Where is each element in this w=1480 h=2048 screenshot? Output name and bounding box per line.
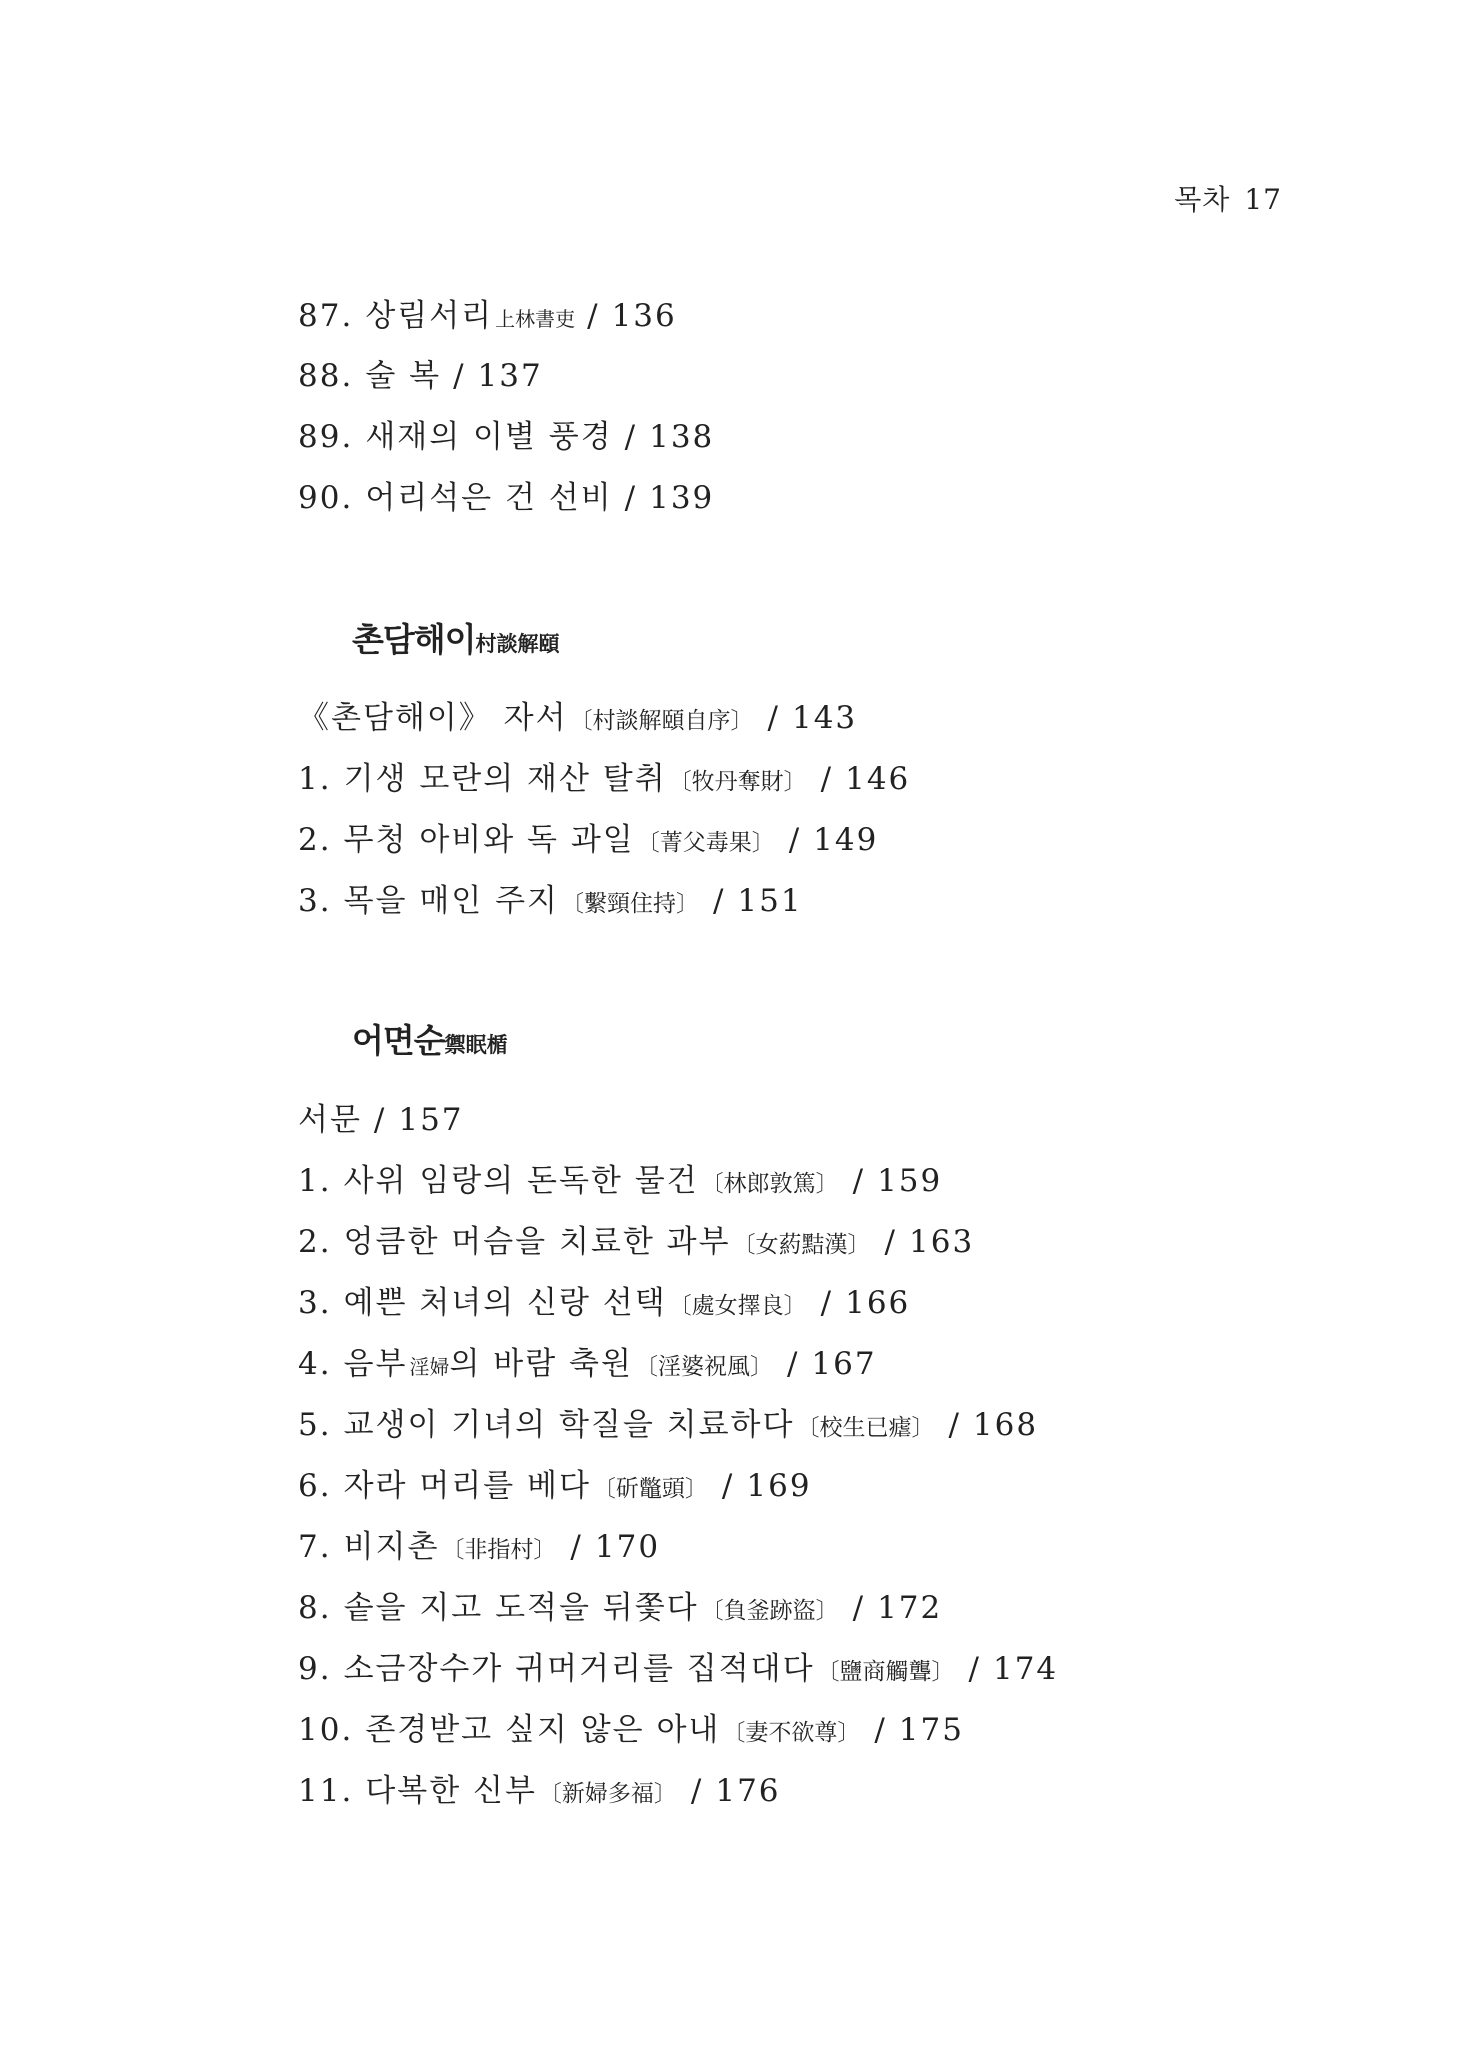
page-number: 17 [1244,183,1282,216]
separator: / [874,1712,887,1748]
entry-page: 136 [611,298,677,334]
entry-title: 비지촌 [343,1529,440,1565]
entry-hanja: 〔非指村〕 [441,1537,557,1563]
separator: / [712,883,726,919]
entry-number: 1. [298,1163,332,1199]
section-title-hanja: 村談解頤 [475,631,560,656]
separator: / [820,761,834,797]
entry-hanja: 〔處女擇良〕 [668,1293,807,1319]
entry-title: 상림서리 [365,298,494,334]
toc-entry-s3-8 [298,1588,942,1631]
entry-title: 사위 임랑의 돈독한 물건 [343,1163,699,1199]
entry-number: 90. [298,480,354,516]
entry-page: 139 [649,480,715,516]
entry-hanja: 〔斫鼈頭〕 [592,1476,708,1502]
entry-page: 146 [845,761,911,797]
entry-hanja: 〔女葯黠漢〕 [732,1232,871,1258]
entry-title: 엉큼한 머슴을 치료한 과부 [343,1224,731,1260]
toc-entry-s3-3 [298,1283,910,1326]
entry-title: 다복한 신부 [365,1773,537,1809]
entry-number: 88. [298,358,354,394]
toc-entry-s2-2 [298,820,878,863]
separator: / [767,700,780,736]
entry-page: 169 [746,1468,812,1504]
entry-page: 172 [877,1590,943,1626]
entry-number: 7. [298,1529,332,1565]
entry-number: 89. [298,419,354,455]
entry-title: 예쁜 처녀의 신랑 선택 [343,1285,667,1321]
entry-page: 168 [972,1407,1039,1443]
entry-hanja: 〔鹽商觸聾〕 [816,1659,955,1685]
toc-entry-s3-2 [298,1222,974,1265]
entry-number: 6. [298,1468,332,1504]
entry-number: 8. [298,1590,332,1626]
toc-entry-s3-9 [298,1649,1058,1692]
entry-hanja: 〔菁父毒果〕 [636,830,775,856]
entry-page: 175 [898,1712,964,1748]
entry-number: 1. [298,761,332,797]
entry-page: 176 [715,1773,781,1809]
separator: / [820,1285,834,1321]
section-title-eomyeonsun [352,1015,508,1062]
entry-hanja: 〔村談解頤自序〕 [569,708,754,734]
entry-hanja: 〔負釜跡盜〕 [700,1598,839,1624]
entry-page: 143 [791,700,858,736]
toc-entry-90 [298,478,714,518]
running-header [1174,178,1282,218]
entry-title: 서문 [298,1102,362,1138]
toc-entry-s3-6 [298,1466,812,1509]
entry-number: 2. [298,822,332,858]
separator: / [788,822,802,858]
entry-title: 교생이 기녀의 학질을 치료하다 [343,1407,795,1443]
section-title-chondamhaei [352,614,560,661]
separator: / [373,1102,387,1138]
entry-title-suffix: 의 바람 축원 [449,1346,633,1382]
separator: / [968,1651,981,1687]
toc-entry-s3-1 [298,1161,942,1204]
entry-number: 3. [298,1285,332,1321]
entry-page: 157 [398,1102,464,1138]
entry-hanja: 〔妻不欲尊〕 [722,1720,861,1746]
entry-title: 무청 아비와 독 과일 [343,822,635,858]
toc-entry-88 [298,356,543,396]
entry-title: 목을 매인 주지 [343,883,559,919]
entry-page: 151 [737,883,803,919]
separator: / [587,298,600,334]
entry-title: 어리석은 건 선비 [365,480,613,516]
entry-page: 149 [813,822,879,858]
separator: / [884,1224,897,1260]
entry-page: 137 [477,358,543,394]
entry-page: 170 [594,1529,661,1565]
header-label: 목차 [1174,183,1231,216]
separator: / [852,1590,866,1626]
section-title-hanja: 禦眠楯 [444,1032,508,1057]
entry-hanja: 上林書吏 [495,307,576,331]
toc-entry-89 [298,417,714,457]
separator: / [852,1163,866,1199]
entry-number: 5. [298,1407,332,1443]
entry-page: 167 [811,1346,877,1382]
entry-title: 존경받고 싶지 않은 아내 [365,1712,721,1748]
entry-page: 159 [877,1163,943,1199]
entry-title: 소금장수가 귀머거리를 집적대다 [343,1651,815,1687]
separator: / [786,1346,800,1382]
entry-number: 2. [298,1224,332,1260]
separator: / [721,1468,735,1504]
entry-number: 11. [298,1773,354,1809]
section-title-text: 촌담해이 [352,620,476,659]
entry-inline-hanja: 淫婦 [409,1355,450,1379]
toc-entry-87 [298,296,677,339]
toc-entry-foreword [298,1100,464,1140]
entry-hanja: 〔校生已瘧〕 [796,1415,935,1441]
toc-entry-s3-10 [298,1710,964,1753]
toc-entry-s2-1 [298,759,910,802]
entry-number: 3. [298,883,332,919]
entry-title: 음부 [343,1346,408,1382]
section-title-text: 어면순 [352,1021,445,1060]
entry-page: 166 [845,1285,911,1321]
entry-hanja: 〔林郎敦篤〕 [700,1171,839,1197]
separator: / [690,1773,704,1809]
entry-title: 자라 머리를 베다 [343,1468,591,1504]
entry-number: 87. [298,298,354,334]
entry-hanja: 〔新婦多福〕 [538,1781,677,1807]
entry-title: 기생 모란의 재산 탈취 [343,761,667,797]
toc-entry-preface [298,698,857,741]
toc-entry-s2-3 [298,881,803,924]
separator: / [453,358,466,394]
entry-title: 새재의 이별 풍경 [365,419,613,455]
separator: / [948,1407,961,1443]
entry-number: 10. [298,1712,354,1748]
separator: / [624,419,638,455]
entry-title: 술 복 [365,358,442,394]
toc-entry-s3-11 [298,1771,781,1814]
entry-hanja: 〔牧丹奪財〕 [668,769,807,795]
separator: / [570,1529,583,1565]
entry-page: 163 [909,1224,975,1260]
toc-entry-s3-7 [298,1527,660,1570]
toc-entry-s3-5 [298,1405,1038,1448]
entry-page: 138 [649,419,715,455]
entry-hanja: 〔繫頸住持〕 [560,891,699,917]
entry-title: 《촌담해이》 자서 [298,700,568,736]
entry-page: 174 [992,1651,1059,1687]
entry-hanja: 〔淫婆祝風〕 [634,1354,773,1380]
entry-title: 솥을 지고 도적을 뒤쫓다 [343,1590,699,1626]
entry-number: 9. [298,1651,332,1687]
separator: / [624,480,638,516]
entry-number: 4. [298,1346,332,1382]
toc-entry-s3-4 [298,1344,877,1387]
